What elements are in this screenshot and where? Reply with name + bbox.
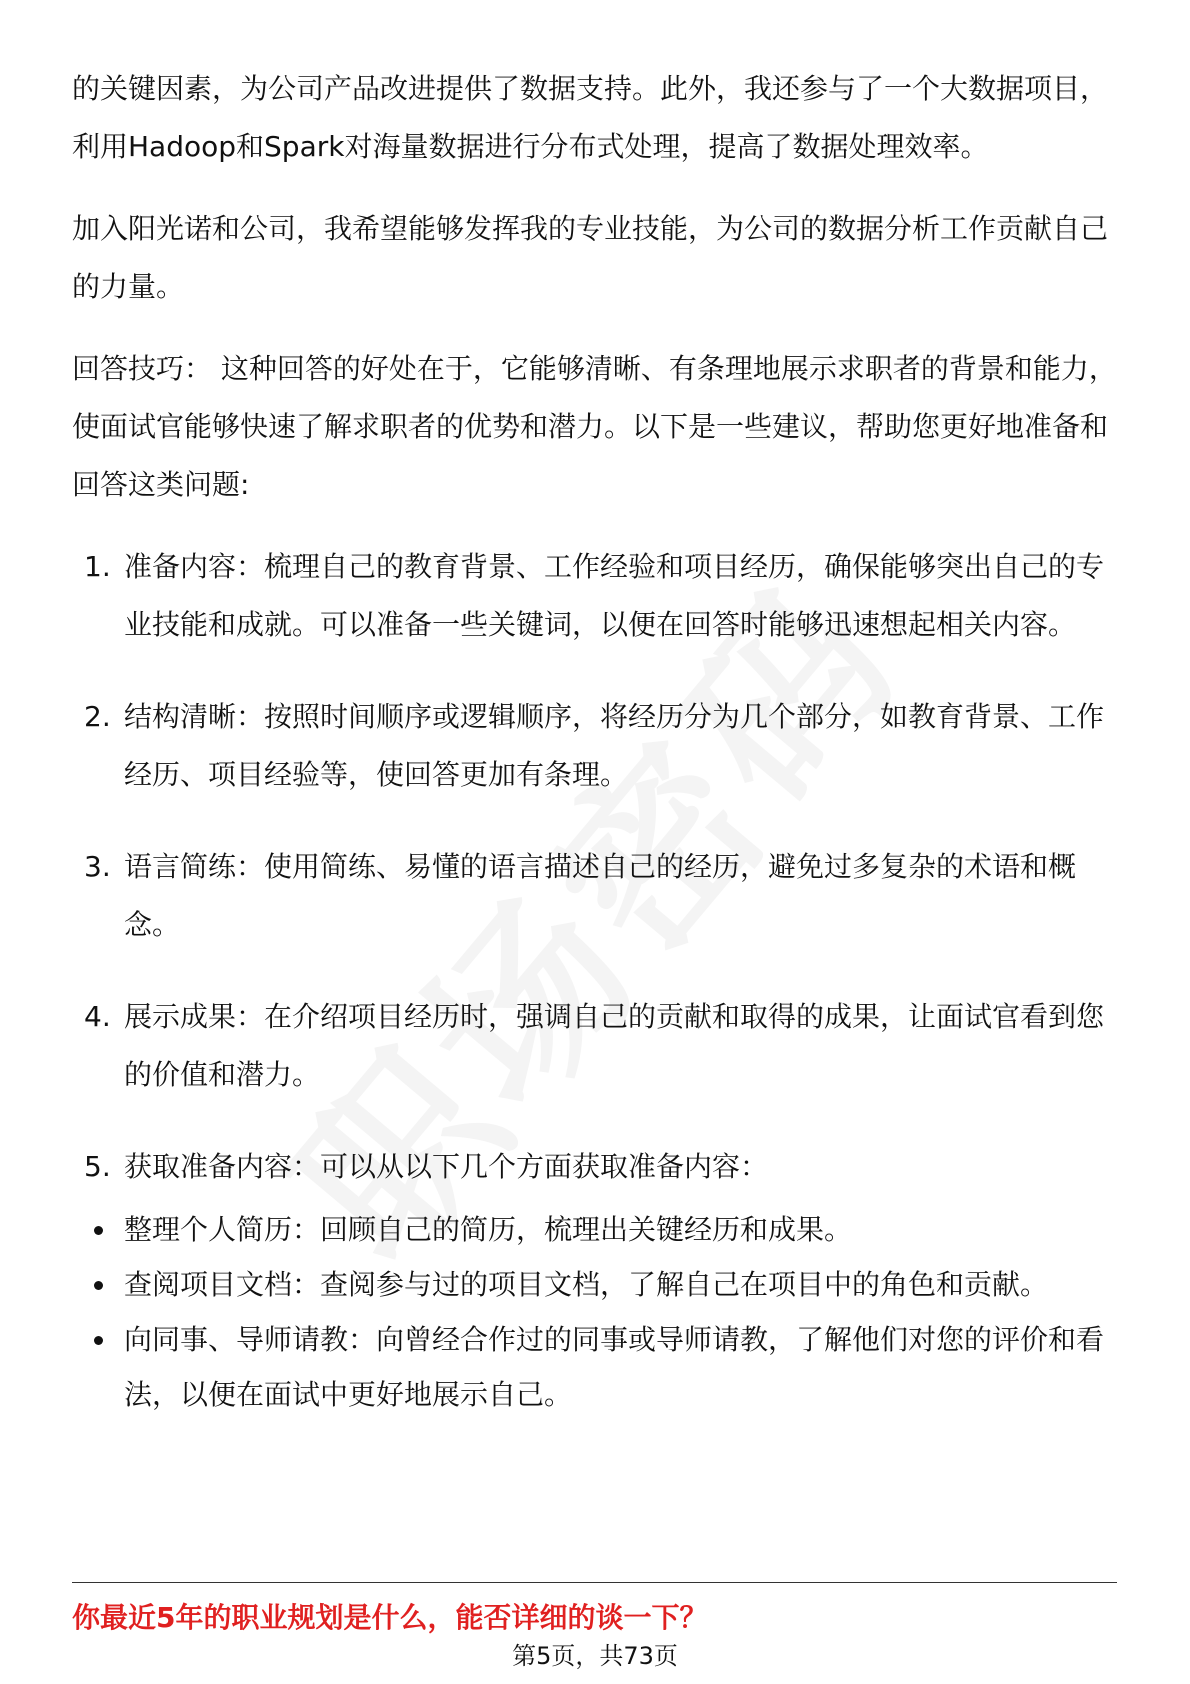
bullet-dot-icon (94, 1226, 103, 1235)
bullet-dot-icon (94, 1336, 103, 1345)
bullet-item (72, 1257, 1117, 1312)
list-item (72, 838, 1117, 954)
list-item-text: 展示成果：在介绍项目经历时，强调自己的贡献和取得的成果，让面试官看到您的价值和潜力。 (124, 1000, 1105, 1091)
bullet-text: 向同事、导师请教：向曾经合作过的同事或导师请教，了解他们对您的评价和看法，以便在面试中更好地展示自己。 (124, 1323, 1105, 1411)
list-item (72, 988, 1117, 1104)
bullet-dot-icon (94, 1281, 103, 1290)
list-item (72, 538, 1117, 654)
paragraph-answer-tips: 回答技巧： 这种回答的好处在于，它能够清晰、有条理地展示求职者的背景和能力，使面试官能够快速了解求职者的优势和潜力。以下是一些建议，帮助您更好地准备和回答这类问题: (72, 352, 1117, 501)
next-question-heading: 你最近5年的职业规划是什么，能否详细的谈一下？ (72, 1601, 708, 1634)
list-item-text: 结构清晰：按照时间顺序或逻辑顺序，将经历分为几个部分，如教育背景、工作经历、项目经验等，使回答更加有条理。 (124, 700, 1105, 791)
bullet-text: 查阅项目文档：查阅参与过的项目文档，了解自己在项目中的角色和贡献。 (124, 1268, 1049, 1301)
page-content (72, 60, 1117, 1422)
section-divider (72, 1582, 1117, 1583)
bullet-text: 整理个人简历：回顾自己的简历，梳理出关键经历和成果。 (124, 1213, 853, 1246)
bullet-list (72, 1202, 1117, 1422)
paragraph-join-company: 加入阳光诺和公司，我希望能够发挥我的专业技能，为公司的数据分析工作贡献自己的力量。 (72, 212, 1109, 303)
list-item-text: 语言简练：使用简练、易懂的语言描述自己的经历，避免过多复杂的术语和概念。 (124, 850, 1077, 941)
list-item-text: 获取准备内容：可以从以下几个方面获取准备内容： (124, 1150, 769, 1183)
list-number: 4. (84, 1000, 111, 1033)
paragraph-intro-end: 的关键因素，为公司产品改进提供了数据支持。此外，我还参与了一个大数据项目，利用Hadoop和Spark对海量数据进行分布式处理，提高了数据处理效率。 (72, 72, 1109, 163)
list-item (72, 1138, 1117, 1196)
tips-list (72, 538, 1117, 1196)
list-number: 1. (84, 550, 111, 583)
list-number: 5. (84, 1150, 111, 1183)
list-number: 3. (84, 850, 111, 883)
list-item (72, 688, 1117, 804)
list-number: 2. (84, 700, 111, 733)
bullet-item (72, 1312, 1117, 1422)
list-item-text: 准备内容：梳理自己的教育背景、工作经验和项目经历，确保能够突出自己的专业技能和成就。可以准备一些关键词，以便在回答时能够迅速想起相关内容。 (124, 550, 1105, 641)
bullet-item (72, 1202, 1117, 1257)
page-number: 第5页，共73页 (512, 1642, 678, 1670)
